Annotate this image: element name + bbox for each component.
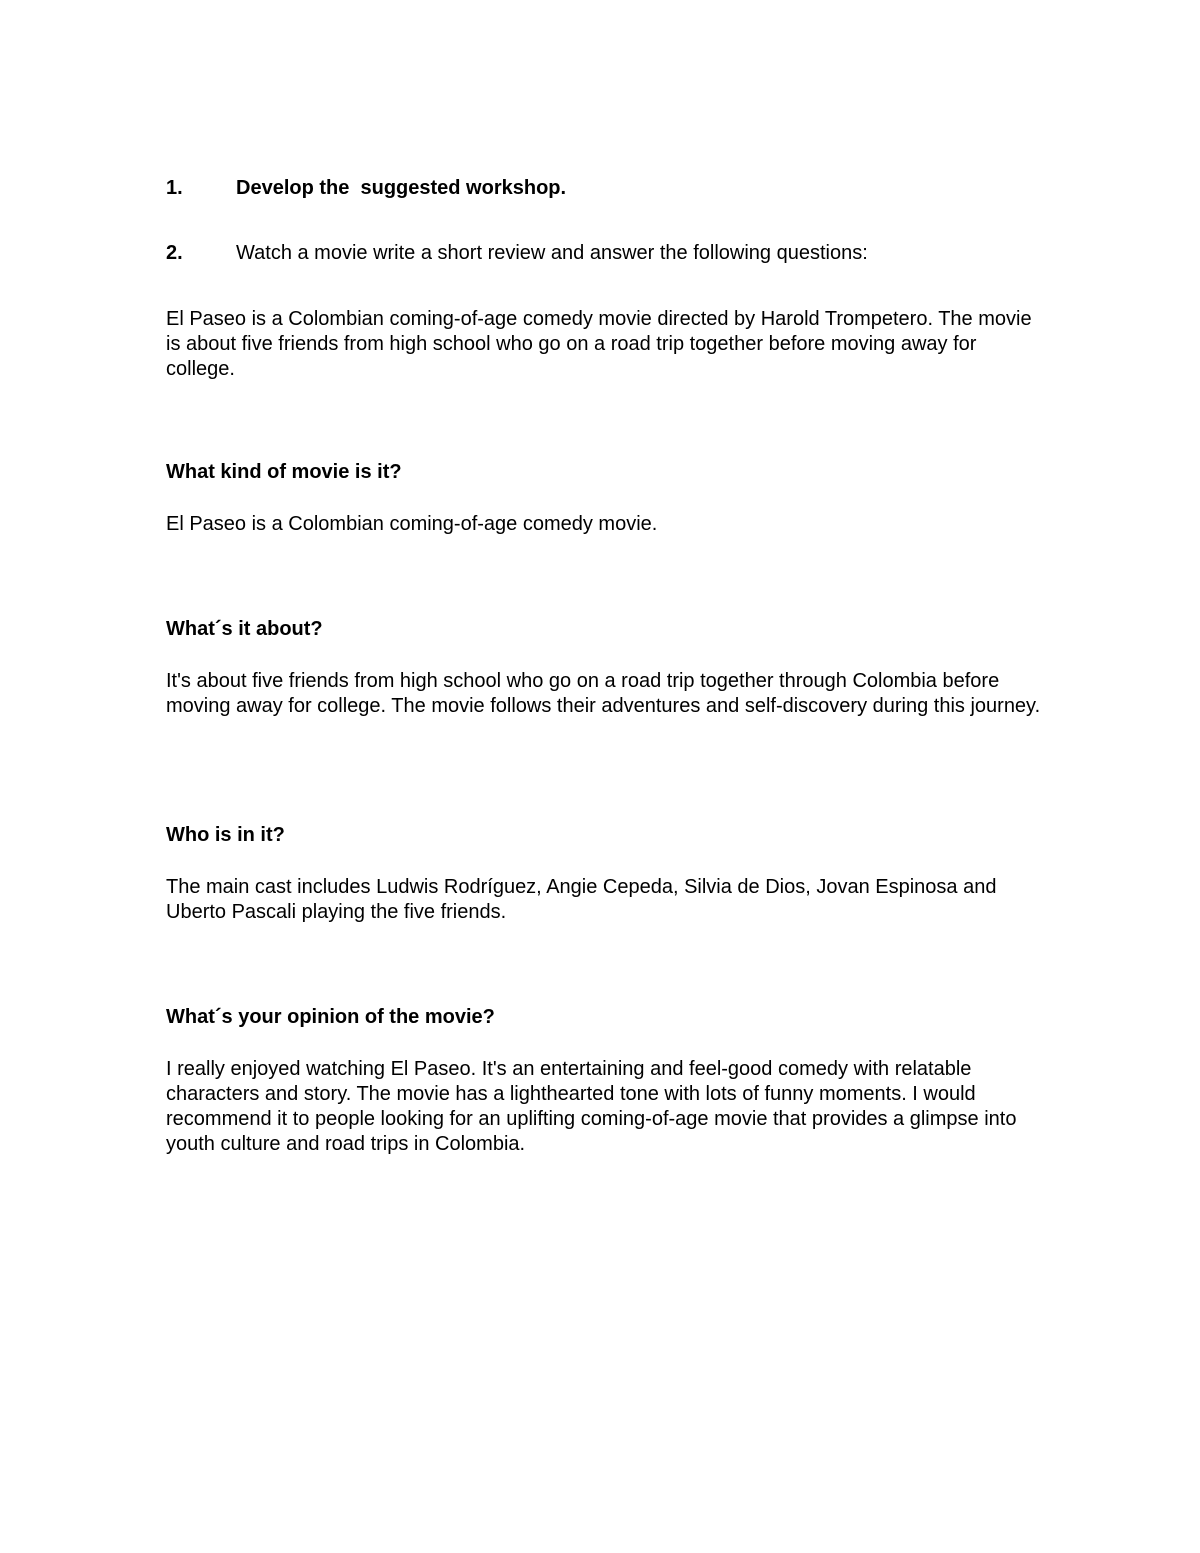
intro-paragraph: El Paseo is a Colombian coming-of-age comedy movie directed by Harold Trompetero. The movie is about five friends from high school who go on a road trip together before moving away for college. — [166, 308, 1032, 380]
question-cast: Who is in it? — [166, 824, 285, 846]
task-number: 2. — [166, 242, 183, 264]
answer-cast: The main cast includes Ludwis Rodríguez, Angie Cepeda, Silvia de Dios, Jovan Espinosa and Uberto Pascali playing the five friends. — [166, 876, 997, 923]
task-text: Watch a movie write a short review and answer the following questions: — [236, 242, 868, 264]
question-opinion: What´s your opinion of the movie? — [166, 1006, 495, 1028]
task-number: 1. — [166, 177, 183, 199]
task-item-2 — [166, 241, 1046, 266]
task-text: Develop the suggested workshop. — [236, 177, 567, 199]
answer-movie-kind: El Paseo is a Colombian coming-of-age comedy movie. — [166, 513, 658, 535]
task-item-1 — [166, 176, 1046, 201]
answer-about: It's about five friends from high school who go on a road trip together through Colombia before moving away for college. The movie follows their adventures and self-discovery during this journey. — [166, 670, 1041, 717]
answer-opinion: I really enjoyed watching El Paseo. It's an entertaining and feel-good comedy with relatable characters and story. The movie has a lighthearted tone with lots of funny moments. I would recommend it to people looking for an uplifting coming-of-age movie that provides a glimpse into youth culture and road trips in Colombia. — [166, 1058, 1017, 1155]
question-about: What´s it about? — [166, 618, 323, 640]
question-movie-kind: What kind of movie is it? — [166, 461, 402, 483]
